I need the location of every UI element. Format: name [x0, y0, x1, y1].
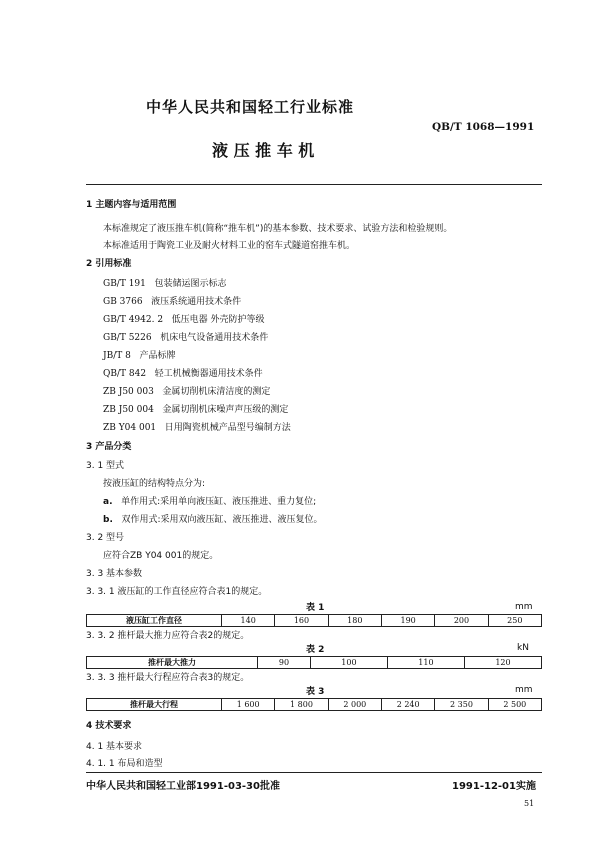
section-4-heading: 4 技术要求	[86, 721, 132, 731]
subsection-3-3-2-text: 3. 3. 2 推杆最大推力应符合表2的规定。	[86, 631, 250, 641]
issuing-authority: 中华人民共和国轻工行业标准	[146, 98, 355, 116]
reference-code: ZB Y04 001	[103, 423, 157, 433]
type-a-text: 单作用式:采用单向液压缸、液压推进、重力复位;	[121, 497, 317, 507]
table-1-caption: 表 1	[306, 603, 325, 613]
header-rule	[86, 184, 542, 185]
table-cell: 140	[222, 615, 275, 627]
list-marker: b.	[103, 515, 113, 525]
type-b-text: 双作用式:采用双向液压缸、液压推进、液压复位。	[121, 515, 323, 525]
section-1-paragraph-1: 本标准规定了液压推车机(简称“推车机”)的基本参数、技术要求、试验方法和检验规则。	[103, 224, 453, 234]
table-cell: 160	[275, 615, 328, 627]
table-cell: 120	[464, 657, 541, 669]
table-cell: 110	[387, 657, 464, 669]
reference-code: ZB J50 004	[103, 405, 154, 415]
table-row	[87, 699, 542, 711]
table-cell: 180	[328, 615, 381, 627]
reference-code: GB/T 4942. 2	[103, 315, 164, 325]
table-1	[86, 614, 542, 627]
table-cell: 100	[310, 657, 387, 669]
table-label-cell: 推杆最大推力	[87, 657, 258, 669]
reference-code: GB 3766	[103, 297, 143, 307]
table-cell: 190	[381, 615, 434, 627]
reference-item	[103, 366, 263, 379]
table-row	[87, 615, 542, 627]
table-cell: 250	[488, 615, 541, 627]
approval-line: 中华人民共和国轻工业部1991-03-30批准	[86, 781, 280, 792]
table-label-cell: 液压缸工作直径	[87, 615, 222, 627]
section-1-heading: 1 主题内容与适用范围	[86, 200, 177, 210]
subsection-3-3-heading: 3. 3 基本参数	[86, 569, 143, 579]
reference-item	[103, 330, 268, 343]
reference-item	[103, 276, 227, 289]
reference-name: 轻工机械衡器通用技术条件	[154, 369, 263, 379]
type-b-item	[103, 512, 323, 525]
reference-code: QB/T 842	[103, 369, 147, 379]
section-3-heading: 3 产品分类	[86, 442, 132, 452]
reference-code: GB/T 5226	[103, 333, 152, 343]
type-a-item	[103, 494, 316, 507]
table-3	[86, 698, 542, 711]
table-2-caption: 表 2	[306, 645, 325, 655]
reference-name: 金属切削机床清洁度的测定	[162, 387, 271, 397]
subsection-3-1-heading: 3. 1 型式	[86, 461, 125, 471]
standard-code: QB/T 1068—1991	[432, 121, 535, 133]
reference-item	[103, 312, 265, 325]
table-cell: 1 800	[275, 699, 328, 711]
table-row	[87, 657, 542, 669]
table-3-caption: 表 3	[306, 687, 325, 697]
subsection-3-3-1-text: 3. 3. 1 液压缸的工作直径应符合表1的规定。	[86, 587, 268, 597]
reference-code: GB/T 191	[103, 279, 146, 289]
reference-item	[103, 402, 288, 415]
subsection-4-1-heading: 4. 1 基本要求	[86, 742, 143, 752]
table-cell: 90	[258, 657, 311, 669]
table-cell: 2 350	[435, 699, 488, 711]
reference-name: 金属切削机床噪声声压级的测定	[162, 405, 289, 415]
table-cell: 1 600	[222, 699, 275, 711]
reference-name: 产品标牌	[139, 351, 176, 361]
page-number: 51	[524, 799, 535, 808]
table-1-unit: mm	[515, 602, 533, 612]
reference-name: 机床电气设备通用技术条件	[160, 333, 269, 343]
table-2	[86, 656, 542, 669]
reference-name: 日用陶瓷机械产品型号编制方法	[164, 423, 291, 433]
subsection-3-3-3-text: 3. 3. 3 推杆最大行程应符合表3的规定。	[86, 673, 250, 683]
table-cell: 2 240	[381, 699, 434, 711]
reference-item	[103, 420, 291, 433]
reference-item	[103, 348, 175, 361]
reference-name: 包装储运图示标志	[154, 279, 227, 289]
table-cell: 2 500	[488, 699, 541, 711]
reference-name: 低压电器 外壳防护等级	[171, 315, 265, 325]
table-cell: 2 000	[328, 699, 381, 711]
reference-code: JB/T 8	[103, 351, 131, 361]
section-2-heading: 2 引用标准	[86, 259, 132, 269]
subsection-3-1-intro: 按液压缸的结构特点分为:	[103, 479, 206, 489]
effective-date: 1991-12-01实施	[452, 781, 536, 792]
list-marker: a.	[103, 497, 113, 507]
footer-rule	[86, 772, 542, 773]
reference-code: ZB J50 003	[103, 387, 154, 397]
subsection-4-1-1-heading: 4. 1. 1 布局和造型	[86, 759, 163, 769]
subsection-3-2-text: 应符合ZB Y04 001的规定。	[103, 551, 219, 561]
subsection-3-2-heading: 3. 2 型号	[86, 533, 125, 543]
table-2-unit: kN	[517, 643, 529, 653]
reference-item	[103, 294, 241, 307]
document-title: 液 压 推 车 机	[212, 141, 315, 160]
reference-name: 液压系统通用技术条件	[151, 297, 242, 307]
section-1-paragraph-2: 本标准适用于陶瓷工业及耐火材料工业的窑车式隧道窑推车机。	[103, 241, 356, 251]
reference-item	[103, 384, 270, 397]
table-label-cell: 推杆最大行程	[87, 699, 222, 711]
table-3-unit: mm	[515, 685, 533, 695]
table-cell: 200	[435, 615, 488, 627]
